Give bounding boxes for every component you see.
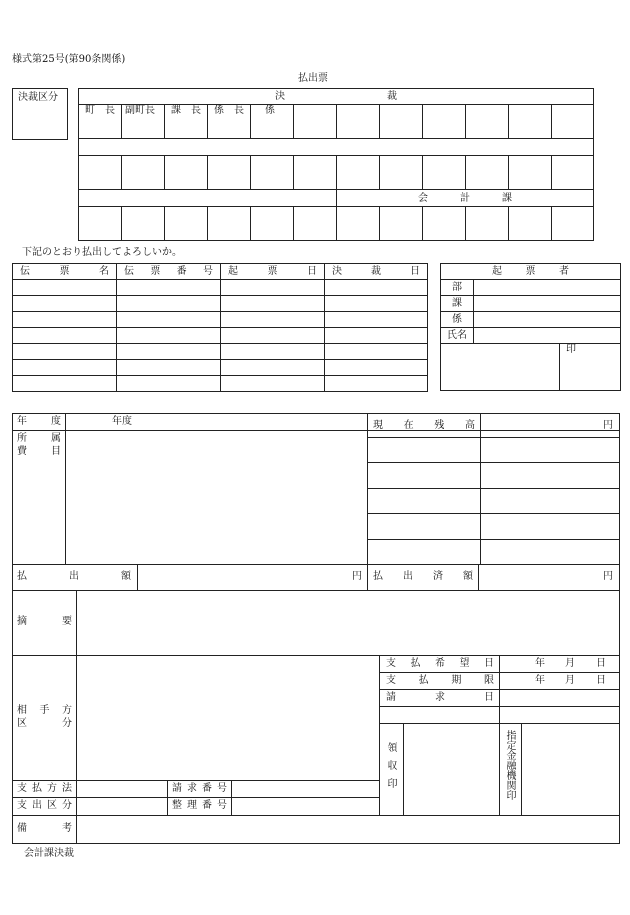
drafter-unit-label: 係 — [441, 312, 474, 328]
year-label: 年 度 — [17, 416, 61, 427]
table-row — [13, 344, 428, 360]
expenditure-category-label: 支 出 区 分 — [17, 800, 72, 811]
deadline-month: 月 — [565, 675, 575, 686]
desired-date-day: 日 — [596, 658, 606, 669]
accounting-header: 会 計 課 — [337, 190, 594, 207]
counterparty-label: 相 手 方 — [17, 705, 72, 716]
approval-category-label: 決裁区分 — [18, 92, 58, 103]
request-text: 下記のとおり払出してよろしいか。 — [22, 247, 182, 258]
summary-label: 摘 要 — [17, 616, 72, 627]
current-balance-label: 現 在 残 高 — [373, 420, 475, 431]
table-row — [13, 376, 428, 392]
drafter-name-label: 氏名 — [441, 328, 474, 344]
role-deputy-mayor: 副町長 — [122, 105, 165, 139]
table-row — [13, 280, 428, 296]
payment-method-label: 支 払 方 法 — [17, 783, 72, 794]
decision-header: 決 裁 — [79, 89, 594, 105]
reference-number-label: 整 理 番 号 — [172, 800, 227, 811]
drafter-seal: 印 — [560, 344, 621, 391]
table-row — [13, 296, 428, 312]
drafter-title: 起 票 者 — [441, 264, 621, 280]
bank-seal-label: 指定金融機関印 — [504, 730, 515, 800]
table-row — [13, 312, 428, 328]
page-title: 払出票 — [298, 73, 328, 84]
drafter-table — [440, 263, 621, 391]
desired-payment-date-label: 支 払 希 望 日 — [386, 658, 494, 669]
header-draft-date: 起 票 日 — [221, 264, 325, 280]
role-unit-chief: 係 長 — [208, 105, 251, 139]
role-mayor: 町 長 — [79, 105, 122, 139]
paid-out-amount-label: 払 出 済 額 — [373, 571, 473, 582]
year-value: 年度 — [112, 416, 132, 427]
invoice-date-label: 請 求 日 — [386, 692, 494, 703]
drafter-section-label: 課 — [441, 296, 474, 312]
approval-blank-row — [79, 139, 594, 156]
deadline-day: 日 — [596, 675, 606, 686]
approval-category-box — [12, 88, 68, 140]
desired-date-year: 年 — [535, 658, 545, 669]
affiliation-label: 所 属 — [17, 433, 61, 444]
payment-deadline-label: 支 払 期 限 — [386, 675, 494, 686]
deadline-year: 年 — [535, 675, 545, 686]
role-staff: 係 — [251, 105, 294, 139]
footer-accounting-approval: 会計課決裁 — [24, 848, 74, 859]
table-row — [13, 328, 428, 344]
counterparty-category-label: 区 分 — [17, 718, 72, 729]
paid-out-yen: 円 — [603, 571, 613, 582]
header-slip-number: 伝 票 番 号 — [117, 264, 221, 280]
table-row — [13, 360, 428, 376]
payout-yen: 円 — [352, 571, 362, 582]
slip-table — [12, 263, 428, 392]
payout-amount-label: 払 出 額 — [17, 571, 131, 582]
approval-grid — [78, 88, 594, 241]
form-number: 様式第25号(第90条関係) — [12, 54, 126, 65]
drafter-department-label: 部 — [441, 280, 474, 296]
expense-item-label: 費 目 — [17, 446, 61, 457]
desired-date-month: 月 — [565, 658, 575, 669]
invoice-number-label: 請 求 番 号 — [172, 783, 227, 794]
balance-yen: 円 — [603, 420, 613, 431]
role-section-chief: 課 長 — [165, 105, 208, 139]
header-slip-name: 伝 票 名 — [13, 264, 117, 280]
remarks-label: 備 考 — [17, 823, 72, 834]
header-approval-date: 決 裁 日 — [325, 264, 428, 280]
receipt-seal-label: 領収印 — [385, 742, 396, 796]
